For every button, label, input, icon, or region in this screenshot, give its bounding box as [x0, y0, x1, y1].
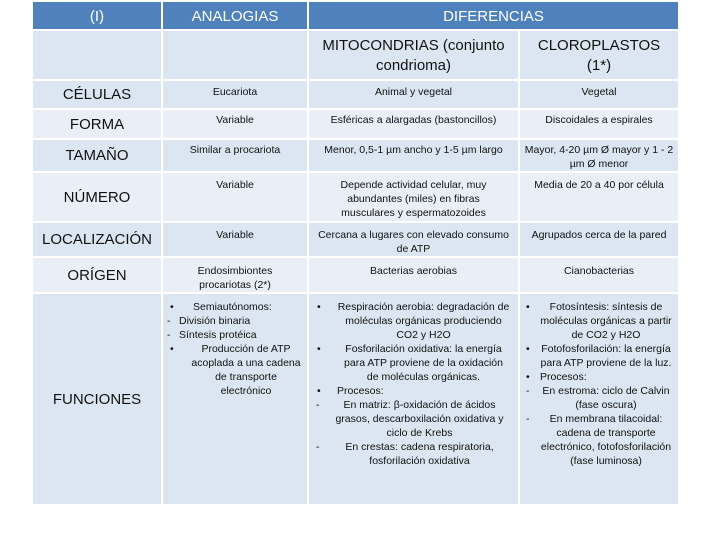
- cell-text: Menor, 0,5-1 µm ancho y 1-5 µm largo: [324, 144, 503, 156]
- row-label-numero: [33, 173, 161, 221]
- dash-icon: -: [526, 385, 530, 397]
- list-item-text: En crestas: cadena respiratoria, fosforilación oxidativa: [345, 441, 494, 467]
- bullet-icon: •: [170, 343, 174, 355]
- cell-origen-analogias: [163, 258, 307, 292]
- cell-text: Cianobacterias: [563, 265, 635, 277]
- row-label-funciones-text: FUNCIONES: [52, 390, 142, 408]
- row-label-celulas-text: CÉLULAS: [62, 86, 132, 103]
- header-analogias-text: ANALOGIAS: [191, 8, 279, 25]
- list-item: [315, 384, 510, 398]
- list-item: [524, 370, 672, 384]
- list-item: [315, 342, 510, 384]
- list-item-text: Procesos:: [337, 385, 384, 397]
- list-item-text: Fosforilación oxidativa: la energía para ATP proviene de la oxidación de moléculas orgánicas.: [344, 343, 503, 383]
- bullet-icon: •: [317, 385, 321, 397]
- bullet-icon: •: [170, 301, 174, 313]
- cell-celulas-analogias: [163, 81, 307, 108]
- cell-forma-mito: [309, 110, 518, 138]
- cell-localizacion-analogias: [163, 223, 307, 256]
- row-label-forma-text: FORMA: [69, 115, 125, 133]
- list-item: [167, 342, 303, 398]
- cell-numero-mito: [309, 173, 518, 221]
- cell-funciones-analogias: [163, 294, 307, 504]
- subheader-empty-0: [33, 31, 161, 79]
- funciones-analogias-list: [167, 300, 303, 398]
- cell-funciones-cloro: [520, 294, 678, 504]
- subheader-cloroplastos: [520, 31, 678, 79]
- header-diferencias-text: DIFERENCIAS: [443, 8, 544, 25]
- cell-forma-cloro: [520, 110, 678, 138]
- subheader-cloroplastos-text: CLOROPLASTOS (1*): [537, 37, 661, 74]
- cell-tamano-analogias: [163, 140, 307, 171]
- funciones-cloro-list: [524, 300, 672, 468]
- list-item: [167, 300, 303, 314]
- list-item: [524, 412, 672, 468]
- cell-text: Bacterias aerobias: [370, 265, 457, 277]
- list-item-text: Procesos:: [540, 371, 587, 383]
- cell-tamano-cloro: [520, 140, 678, 171]
- cell-text: Discoidales a espirales: [545, 114, 653, 126]
- cell-text: Media de 20 a 40 por célula: [534, 179, 664, 191]
- funciones-mito-list: [315, 300, 510, 468]
- cell-text: Similar a procariota: [189, 144, 281, 156]
- list-item: [315, 300, 510, 342]
- row-label-origen-text: ORÍGEN: [67, 266, 127, 284]
- subheader-mitocondrias-text: MITOCONDRIAS (conjunto condrioma): [322, 37, 505, 74]
- row-label-forma: [33, 110, 161, 138]
- cell-localizacion-mito: [309, 223, 518, 256]
- cell-text: Agrupados cerca de la pared: [531, 229, 667, 241]
- list-item-text: En matriz: β-oxidación de ácidos grasos, descarboxilación oxidativa y ciclo de Krebs: [335, 399, 504, 439]
- subheader-empty-1: [163, 31, 307, 79]
- list-item: [524, 384, 672, 412]
- header-col0: [33, 2, 161, 29]
- cell-forma-analogias: [163, 110, 307, 138]
- dash-icon: -: [526, 413, 530, 425]
- list-item-text: Síntesis protéica: [179, 329, 257, 341]
- row-label-tamano-text: TAMAÑO: [65, 147, 129, 164]
- list-item-text: División binaria: [179, 315, 251, 327]
- list-item-text: Fotofosforilación: la energía para ATP proviene de la luz.: [540, 343, 672, 369]
- cell-localizacion-cloro: [520, 223, 678, 256]
- list-item: [167, 328, 303, 342]
- cell-funciones-mito: [309, 294, 518, 504]
- cell-text: Variable: [216, 229, 254, 241]
- header-analogias: [163, 2, 307, 29]
- dash-icon: -: [316, 441, 320, 453]
- cell-tamano-mito: [309, 140, 518, 171]
- header-diferencias: [309, 2, 678, 29]
- bullet-icon: •: [526, 371, 530, 383]
- list-item: [167, 314, 303, 328]
- dash-icon: -: [167, 329, 171, 341]
- list-item-text: Producción de ATP acoplada a una cadena de transporte electrónico: [191, 343, 301, 397]
- header-col0-text: (I): [89, 8, 105, 25]
- cell-numero-cloro: [520, 173, 678, 221]
- row-label-funciones: [33, 294, 161, 504]
- row-label-origen: [33, 258, 161, 292]
- list-item: [315, 398, 510, 440]
- subheader-mitocondrias: [309, 31, 518, 79]
- cell-text: Cercana a lugares con elevado consumo de ATP: [318, 229, 509, 255]
- list-item-text: Respiración aerobia: degradación de moléculas orgánicas produciendo CO2 y H2O: [337, 301, 510, 341]
- cell-text: Mayor, 4-20 µm Ø mayor y 1 - 2 µm Ø menor: [524, 144, 674, 170]
- row-label-localizacion-text: LOCALIZACIÓN: [41, 231, 153, 248]
- dash-icon: -: [316, 399, 320, 411]
- bullet-icon: •: [526, 343, 530, 355]
- list-item-text: En membrana tilacoidal: cadena de transporte electrónico, fotofosforilación (fase luminosa): [540, 413, 672, 467]
- bullet-icon: •: [317, 343, 321, 355]
- list-item: [315, 440, 510, 468]
- dash-icon: -: [167, 315, 171, 327]
- cell-text: Esféricas a alargadas (bastoncillos): [330, 114, 497, 126]
- cell-celulas-cloro: [520, 81, 678, 108]
- list-item: [524, 300, 672, 342]
- cell-origen-cloro: [520, 258, 678, 292]
- cell-numero-analogias: [163, 173, 307, 221]
- cell-text: Eucariota: [212, 86, 258, 98]
- row-label-celulas: [33, 81, 161, 108]
- bullet-icon: •: [526, 301, 530, 313]
- list-item-text: En estroma: ciclo de Calvin (fase oscura): [542, 385, 670, 411]
- cell-text: Animal y vegetal: [374, 86, 453, 98]
- list-item: [524, 342, 672, 370]
- list-item-text: Semiautónomos:: [193, 301, 272, 313]
- list-item-text: Fotosíntesis: síntesis de moléculas orgánicas a partir de CO2 y H2O: [540, 301, 672, 341]
- cell-text: Variable: [216, 179, 254, 191]
- cell-text: Depende actividad celular, muy abundantes (miles) en fibras musculares y espermatozoides: [340, 179, 487, 219]
- cell-celulas-mito: [309, 81, 518, 108]
- cell-text: Variable: [216, 114, 254, 126]
- cell-text: Endosimbiontes procariotas (2*): [197, 265, 273, 291]
- row-label-numero-text: NÚMERO: [63, 188, 131, 206]
- row-label-tamano: [33, 140, 161, 171]
- cell-text: Vegetal: [581, 86, 617, 98]
- cell-origen-mito: [309, 258, 518, 292]
- bullet-icon: •: [317, 301, 321, 313]
- row-label-localizacion: [33, 223, 161, 256]
